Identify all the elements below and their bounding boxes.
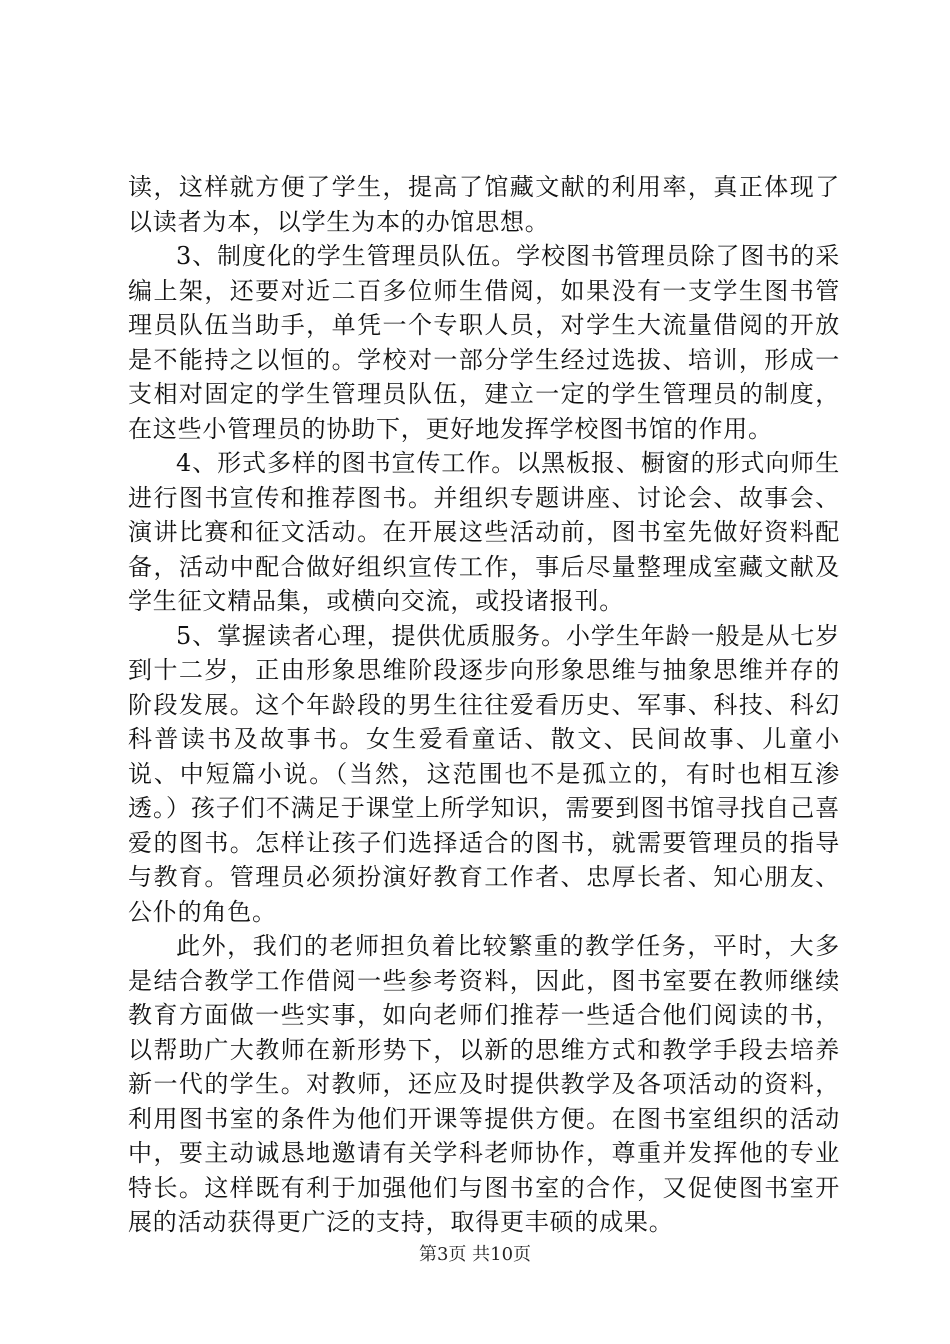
paragraph-1: 读，这样就方便了学生，提高了馆藏文献的利用率，真正体现了以读者为本，以学生为本的办馆思想。 [128,173,840,236]
paragraph-3: 4、形式多样的图书宣传工作。以黑板报、橱窗的形式向师生进行图书宣传和推荐图书。并组织专题讲座、讨论会、故事会、演讲比赛和征文活动。在开展这些活动前，图书室先做好资料配备，活动中配合做好组织宣传工作，事后尽量整理成室藏文献及学生征文精品集，或横向交流，或投诸报刊。 [128,449,840,615]
paragraph-2: 3、制度化的学生管理员队伍。学校图书管理员除了图书的采编上架，还要对近二百多位师生借阅，如果没有一支学生图书管理员队伍当助手，单凭一个专职人员，对学生大流量借阅的开放是不能持之以恒的。学校对一部分学生经过选拔、培训，形成一支相对固定的学生管理员队伍，建立一定的学生管理员的制度，在这些小管理员的协助下，更好地发挥学校图书馆的作用。 [128,242,840,443]
page-number-footer: 第3页 共10页 [418,1244,532,1265]
paragraph-4: 5、掌握读者心理，提供优质服务。小学生年龄一般是从七岁到十二岁，正由形象思维阶段逐步向形象思维与抽象思维并存的阶段发展。这个年龄段的男生往往爱看历史、军事、科技、科幻科普读书及故事书。女生爱看童话、散文、民间故事、儿童小说、中短篇小说。（当然，这范围也不是孤立的，有时也相互渗透。）孩子们不满足于课堂上所学知识，需要到图书馆寻找自己喜爱的图书。怎样让孩子们选择适合的图书，就需要管理员的指导与教育。管理员必须扮演好教育工作者、忠厚长者、知心朋友、公仆的角色。 [128,621,840,926]
document-body [128,170,840,1240]
paragraph-5: 此外，我们的老师担负着比较繁重的教学任务，平时，大多是结合教学工作借阅一些参考资料，因此，图书室要在教师继续教育方面做一些实事，如向老师们推荐一些适合他们阅读的书，以帮助广大教师在新形势下，以新的思维方式和教学手段去培养新一代的学生。对教师，还应及时提供教学及各项活动的资料，利用图书室的条件为他们开课等提供方便。在图书室组织的活动中，要主动诚恳地邀请有关学科老师协作，尊重并发挥他的专业特长。这样既有利于加强他们与图书室的合作，又促使图书室开展的活动获得更广泛的支持，取得更丰硕的成果。 [128,932,840,1236]
